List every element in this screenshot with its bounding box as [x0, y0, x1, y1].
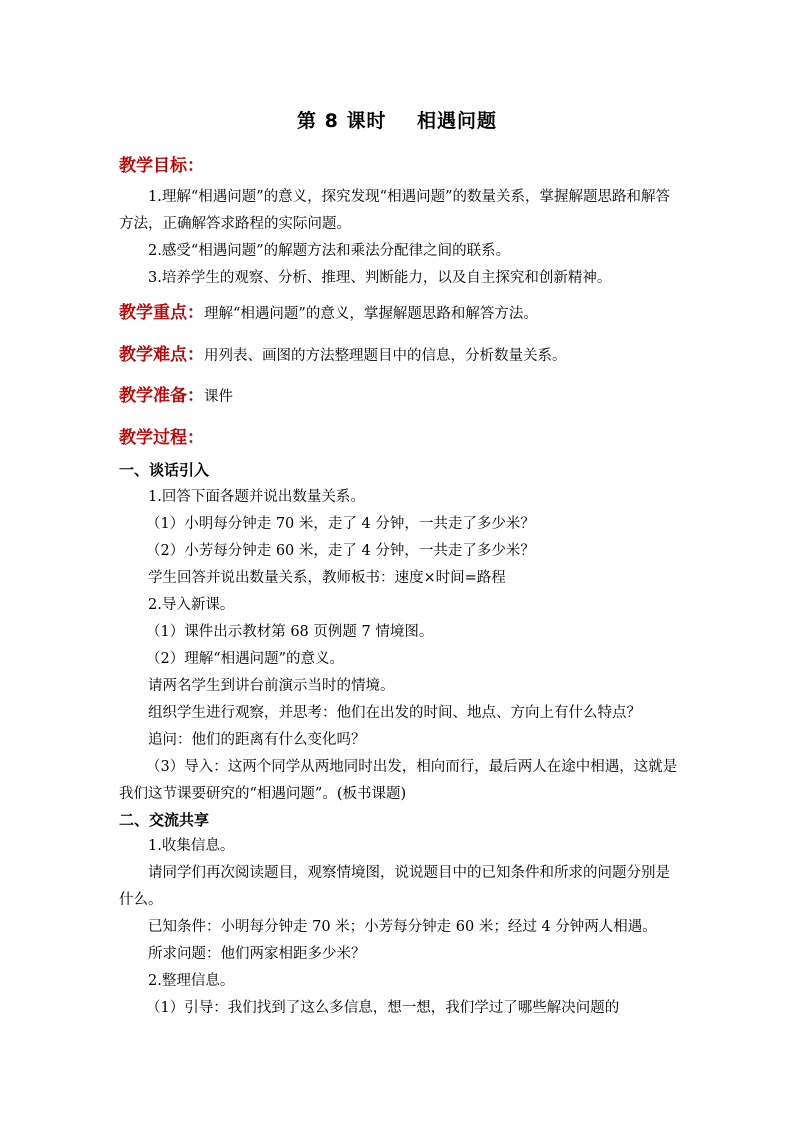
section1-line: （1）课件出示教材第 68 页例题 7 情境图。	[146, 624, 434, 640]
section1-line: （3）导入：这两个同学从两地同时出发，相向而行，最后两人在途中相遇，这就是我们这节课要研究的“相遇问题”。(板书课题)	[119, 759, 678, 802]
section1-heading: 一、谈话引入	[119, 461, 210, 479]
objective-2: 2.感受“相遇问题”的解题方法和乘法分配律之间的联系。	[148, 243, 511, 259]
section1-line: （2）小芳每分钟走 60 米，走了 4 分钟，一共走了多少米？	[146, 543, 535, 559]
section1-line: 2.导入新课。	[148, 597, 235, 613]
section1-line: （1）小明每分钟走 70 米，走了 4 分钟，一共走了多少米？	[146, 516, 535, 532]
objective-1: 1.理解“相遇问题”的意义，探究发现“相遇问题”的数量关系，掌握解题思路和解答方法，正确解答求路程的实际问题。	[119, 189, 670, 232]
section1-line: （2）理解“相遇问题”的意义。	[146, 651, 345, 667]
section2-heading: 二、交流共享	[119, 811, 210, 829]
section1-line: 1.回答下面各题并说出数量关系。	[148, 489, 365, 505]
key-point-row	[119, 298, 538, 323]
key-point-heading: 教学重点：	[119, 303, 204, 323]
difficulty-heading: 教学难点：	[119, 345, 204, 365]
process-heading: 教学过程：	[119, 428, 204, 448]
section2-line: 1.收集信息。	[148, 838, 235, 854]
section2-line: （1）引导：我们找到了这么多信息，想一想，我们学过了哪些解决问题的	[146, 1000, 620, 1016]
difficulty-row	[119, 340, 567, 365]
page-title: 第 8 课时 相遇问题	[297, 110, 497, 132]
preparation-heading: 教学准备：	[119, 386, 204, 406]
section1-line: 追问：他们的距离有什么变化吗？	[148, 732, 366, 748]
objective-3: 3.培养学生的观察、分析、推理、判断能力，以及自主探究和创新精神。	[148, 270, 612, 286]
preparation-row	[119, 381, 233, 406]
section2-line: 已知条件：小明每分钟走 70 米；小芳每分钟走 60 米；经过 4 分钟两人相遇。	[148, 919, 657, 935]
objectives-heading: 教学目标：	[119, 156, 204, 176]
key-point-text: 理解“相遇问题”的意义，掌握解题思路和解答方法。	[204, 306, 538, 322]
section1-line: 学生回答并说出数量关系，教师板书：速度×时间=路程	[148, 570, 506, 586]
section2-line: 2.整理信息。	[148, 973, 235, 989]
section2-line: 请同学们再次阅读题目，观察情境图，说说题目中的已知条件和所求的问题分别是什么。	[119, 865, 670, 908]
preparation-text: 课件	[204, 389, 233, 405]
section2-line: 所求问题：他们两家相距多少米？	[148, 946, 366, 962]
section1-line: 请两名学生到讲台前演示当时的情境。	[148, 678, 395, 694]
difficulty-text: 用列表、画图的方法整理题目中的信息，分析数量关系。	[204, 348, 567, 364]
section1-line: 组织学生进行观察，并思考：他们在出发的时间、地点、方向上有什么特点？	[148, 705, 641, 721]
